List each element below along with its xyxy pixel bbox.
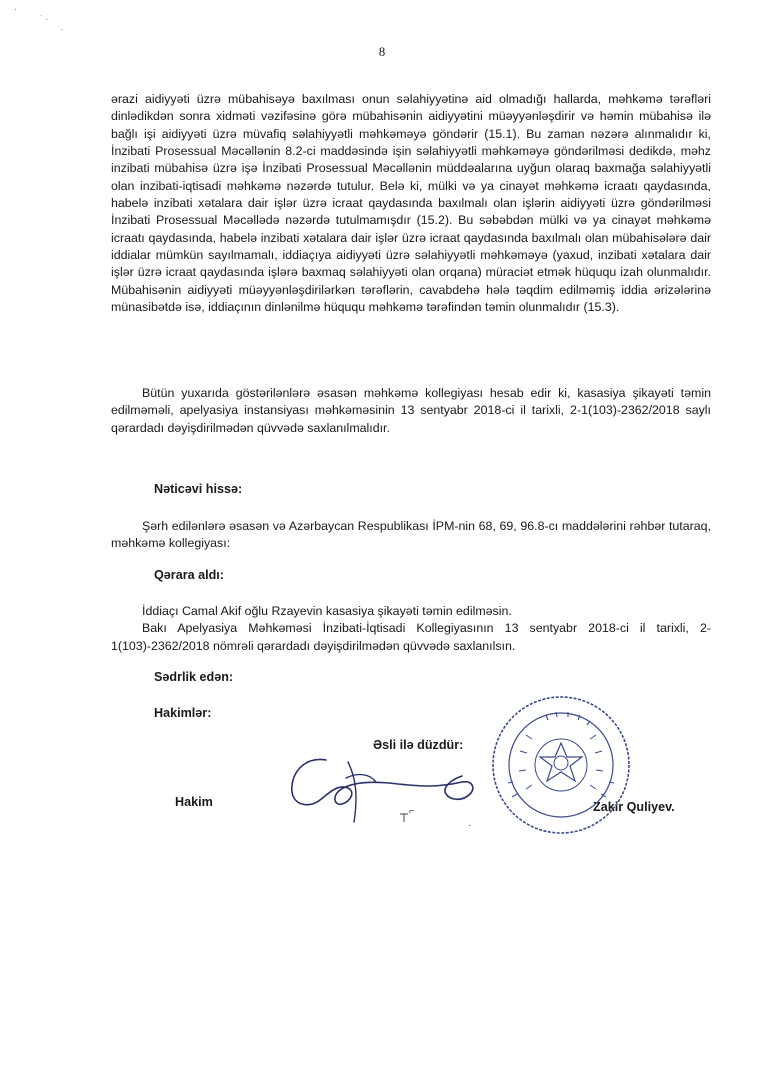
paragraph-text: Şərh edilənlərə əsasən və Azərbaycan Respublikası İPM-nin 68, 69, 96.8-cı maddələrini rəhbər tutaraq, məhkəmə kollegiyası: bbox=[111, 519, 711, 551]
operative-paragraph bbox=[111, 518, 711, 553]
official-seal bbox=[486, 693, 636, 838]
page-number: 8 bbox=[378, 44, 386, 59]
scan-mark: ⌐ bbox=[409, 806, 415, 817]
presiding-label: Sədrlik edən: bbox=[154, 670, 234, 684]
scan-speck: · bbox=[14, 4, 17, 14]
scan-speck: ˙ · bbox=[40, 14, 49, 24]
scan-mark: · bbox=[468, 820, 472, 831]
judge-name: Zakir Quliyev. bbox=[593, 800, 675, 814]
paragraph-text: Bütün yuxarıda göstərilənlərə əsasən məhkəmə kollegiyası hesab edir ki, kasasiya şikayəti təmin edilməməli, apelyasiya instansiyası məhkəməsinin 13 sentyabr 2018-ci il tarixli, 2-1(103)-2362/2018 saylı qərardadı dəyişdirilmədən qüvvədə saxlanılmalıdır. bbox=[111, 386, 711, 435]
handwritten-signature bbox=[286, 748, 486, 838]
section-heading-decision: Qərara aldı: bbox=[154, 568, 224, 582]
scan-speck: · bbox=[60, 24, 63, 34]
section-heading-operative: Nəticəvi hissə: bbox=[154, 482, 243, 496]
decision-item: İddiaçı Camal Akif oğlu Rzayevin kasasiya şikayəti təmin edilməsin. bbox=[142, 604, 512, 618]
conclusion-paragraph bbox=[111, 385, 711, 437]
decision-item: Bakı Apelyasiya Məhkəməsi İnzibati-İqtisadi Kollegiyasının 13 sentyabr 2018-ci il tarixli, 2-1(103)-2362/2018 nömrəli qərardadı dəyişdirilmədən qüvvədə saxlanılsın. bbox=[111, 621, 711, 653]
judges-label: Hakimlər: bbox=[154, 706, 212, 720]
certified-label: Əsli ilə düzdür: bbox=[373, 738, 464, 752]
paragraph-text: ərazi aidiyyəti üzrə mübahisəyə baxılması onun səlahiyyətinə aid olmadığı hallarda, məhkəmə tərəfləri dinlədikdən sonra xidməti vəzifəsinə görə mübahisənin aidiyyətini müəyyənləşdirir və həmin mübahisə ilə bağlı işi aidiyyəti üzrə müvafiq səlahiyyətli məhkəməyə göndərir (15.1). Bu zaman nəzərə alınmalıdır ki, İnzibati Prosessual Məcəllənin 8.2-ci maddəsində işin səlahiyyətli məhkəməyə göndərilməsi dedikdə, məhz inzibati mübahisə üzrə işə İnzibati Prosessual Məcəllənin müddəalarına uyğun olaraq baxmağa səlahiyyətli olan inzibati-iqtisadi məhkəmə nəzərdə tutulur. Belə ki, mülki və ya cinayət məhkəmə icraatı qaydasında, habelə inzibati xətalara dair işlər üzrə icraat qaydasında baxılmalı olan işlərin aidiyyəti üzrə göndərilməsi İnzibati Prosessual Məcəllədə nəzərdə tutulmamışdır (15.2). Bu səbəbdən mülki və ya cinayət məhkəmə icraatı qaydasında, habelə inzibati xətalara dair işlər üzrə icraat qaydasında baxılmalı olan mübahisələrə dair iddialar mümkün sayılmamalı, iddiaçıya aidiyyəti üzrə səlahiyyətli məhkəməyə (yaxud, inzibati xətalara dair işlər üzrə icraat qaydasında işlərə baxmaq səlahiyyəti olan orqana) müraciət etmək hüququ izah olunmalıdır. Mübahisənin aidiyyəti müəyyənləşdirilərkən tərəflərin, cavabdehə hələ təqdim edilməmiş iddia ərizələrinə münasibətdə isə, iddiaçının dinlənilmə hüququ məhkəmə tərəfindən təmin olunmalıdır (15.3). bbox=[111, 92, 711, 315]
decision-list bbox=[111, 603, 711, 655]
reasoning-paragraph bbox=[111, 91, 711, 316]
judge-label: Hakim bbox=[175, 795, 213, 809]
